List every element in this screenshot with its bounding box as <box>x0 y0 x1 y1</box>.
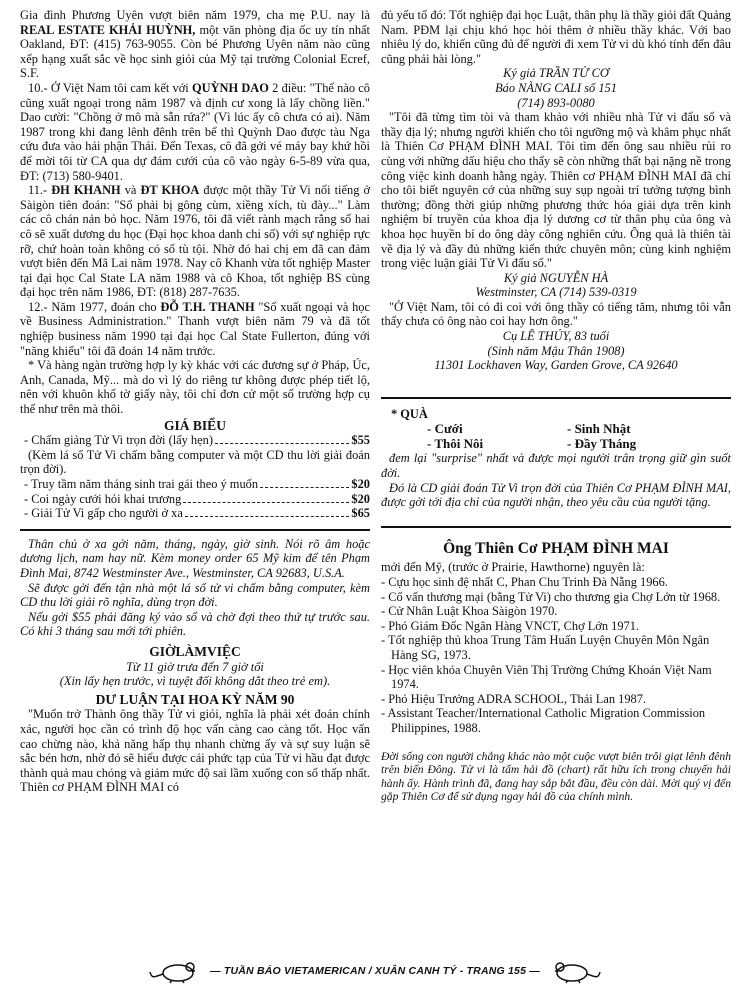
divider <box>20 529 370 531</box>
gift-occasions <box>427 421 731 451</box>
paragraph-11: 11.- ĐH KHANH và ĐT KHOA được một thầy Tử Vi nổi tiếng ở Sàigòn tiên đoán: "Số phải bị gông cùm, xiềng xích, tù đày..." Làm các cô chán nản bỏ học. Năm 1976, tôi đã viết rành mạch rằng số hai cô sẽ xuất dương du học (Đại học khoa danh chi số) với sự nghiệp rực rỡ, chứ hoàn toàn không có số tù tội. Nhờ đó hai chị em đã can đảm vượt biên đến Mã Lai năm 1978. Nay cô Khanh vừa tốt nghiệp Master tại đại học Cal State LA năm 1988 và cô Khoa, tốt nghiệp BS cùng đại học trên năm 1986, ĐT: (818) 287-7635. <box>20 183 370 300</box>
divider <box>381 526 731 528</box>
paragraph-note: * Và hàng ngàn trường hợp ly kỳ khác với các đương sự ở Pháp, Úc, Anh, Canada, Mỹ... mà do vì lý do riêng tư không được phép tiết lộ, nên với khuôn khổ tờ giấy này, tôi chỉ đơn cử một số trường hợp cụ thể như trên mà thôi. <box>20 358 370 417</box>
page-footer <box>0 956 750 986</box>
left-column <box>20 8 370 795</box>
gift-item: - Sinh Nhật <box>567 421 631 437</box>
signature-line: Ký giả TRẦN TỬ CƠ <box>503 66 609 81</box>
bio-item: - Phó Giám Đốc Ngân Hàng VNCT, Chợ Lớn 1971. <box>381 618 640 633</box>
price-row: - Coi ngày cưới hỏi khai trương $20 <box>24 491 370 506</box>
price-row: - Giải Tử Vi gấp cho người ở xa $65 <box>24 506 370 521</box>
gift-item: - Cưới <box>427 421 463 437</box>
paragraph-12: 12.- Năm 1977, đoán cho ĐỖ T.H. THANH "Số xuất ngoại và học về Business Administration." Thanh vượt biên năm 79 và đã tốt nghiệp business năm 1990 tại đại học Cal State Fullerton, đúng với "năng khiếu" tôi đã đoán 14 năm trước. <box>20 299 370 358</box>
bio-item: - Tốt nghiệp thủ khoa Trung Tâm Huấn Luyện Chuyên Môn Ngân Hàng SG, 1973. <box>381 633 710 662</box>
hours-title: GIỜLÀMVIỆC <box>149 643 241 659</box>
price-note: (Kèm lá số Tử Vi chấm bằng computer và một CD thu lời giải đoán trọn đời). <box>20 447 370 477</box>
paragraph-phuong-uyen: Gia đình Phương Uyên vượt biên năm 1979, cha mẹ P.U. nay là REAL ESTATE KHẢI HUỲNH, một văn phòng địa ốc uy tín nhất Oakland, ĐT: (415) 763-9055. Còn bé Phương Uyên năm nào cũng xếp hạng xuất sắc về học sinh giỏi của Mỹ tại trường Colonial Ecref, S.F. <box>20 8 370 81</box>
price-row: - Chấm giảng Tử Vi trọn đời (lấy hẹn) $55 <box>24 433 370 448</box>
closing-text: Đời sống con người chẳng khác nào một cuộc vượt biên trôi giạt lênh đênh trên biển Đông. Tử vi là tấm hải đồ (chart) rất hữu ích trong chuyến hải hành ấy. Hành trình đã, đang hay sắp bắt đầu, đều còn dài. Mời quý vị đến gặp Thiên Cơ để sử dụng ngay hải đồ của chính mình. <box>381 749 731 804</box>
bio-title: Ông Thiên Cơ PHẠM ĐÌNH MAI <box>443 539 669 557</box>
rat-icon <box>148 958 202 984</box>
gift-text-2: Đó là CD giải đoán Tử Vi trọn đời của Thiên Cơ PHẠM ĐÌNH MAI, được gởi tới địa chỉ của người nhận, theo yêu cầu của người tặng. <box>381 480 731 510</box>
bio-item: - Phó Hiệu Trưởng ADRA SCHOOL, Thái Lan 1987. <box>381 691 646 706</box>
rat-icon <box>548 958 602 984</box>
paragraph-10: 10.- Ở Việt Nam tôi cam kết với QUỲNH DAO 2 điều: "Thế nào cô cũng xuất ngoại trong năm 1987 và định cư xong là lấy chồng liền." Dao cười: "Chồng ở mô mà sẵn rứa?" (Vì lúc ấy cô chưa có ai). Năm 1987 trong khi đang lênh đênh trên bể thì Quỳnh Dao được tàu Nga cứu đưa vào hải phận Thái. Đến Texas, cô đã gởi vé máy bay khứ hồi để mời tôi từ CA qua dự đám cưới của cô vào ngày 6-5-89 vừa qua, ĐT: (713) 580-9401. <box>20 80 370 183</box>
instructions-delivery: Sẽ được gởi đến tận nhà một lá số tử vi chấm bằng computer, kèm CD thu lời giải rõ nghĩa, dùng trọn đời. <box>20 580 370 610</box>
gift-title: * QUÀ <box>391 406 428 421</box>
bio-item: - Học viên khóa Chuyên Viên Thị Trường Chứng Khoán Việt Nam 1974. <box>381 662 712 692</box>
hours-time: Từ 11 giờ trưa đến 7 giờ tối <box>126 659 264 674</box>
footer-text: — TUẦN BÁO VIETAMERICAN / XUÂN CANH TÝ - TRANG 155 — <box>210 965 540 977</box>
bio-list <box>381 575 731 736</box>
signature-line: Cụ LÊ THÚY, 83 tuổi <box>502 329 610 344</box>
gift-item: - Thôi Nôi <box>427 436 484 452</box>
signature-line: Ký giả NGUYỄN HÀ <box>503 270 609 285</box>
right-column <box>381 8 731 804</box>
signature-line: Westminster, CA (714) 539-0319 <box>475 285 637 300</box>
signature-line: (Sinh năm Mậu Thân 1908) <box>487 343 625 358</box>
price-row: - Truy tầm năm tháng sinh trai gái theo ý muốn $20 <box>24 477 370 491</box>
signature-line: (714) 893-0080 <box>517 95 595 110</box>
signature-line: Báo NÀNG CALI số 151 <box>495 80 617 95</box>
testimonial-1: đủ yếu tố đó: Tốt nghiệp đại học Luật, thân phụ là thầy giỏi đất Quảng Nam. PĐM lại chịu khó học hỏi thêm ở nhiều thầy khác. Với bao nhiêu lý do, khiến cũng đủ để người đi xem Tử vi dù khó tính đến đâu cũng phải hài lòng." <box>381 8 731 66</box>
instructions-queue: Nếu gởi $55 phải đăng ký vào sổ và chờ đợi theo thứ tự trước sau. Có khi 3 tháng sau mới tới phiên. <box>20 609 370 639</box>
bio-item: - Cựu học sinh đệ nhất C, Phan Chu Trinh Đà Nẵng 1966. <box>381 575 668 589</box>
divider <box>381 397 731 399</box>
bio-item: - Cử Nhân Luật Khoa Sàigòn 1970. <box>381 604 558 619</box>
bio-item: - Cố vấn thương mại (bằng Tử Vi) cho thương gia Chợ Lớn từ 1968. <box>381 589 721 604</box>
gift-item: - Đầy Tháng <box>567 436 637 452</box>
testimonial-3: "Ở Việt Nam, tôi có đi coi với ông thầy có tiếng tăm, nhưng tôi vẫn thấy chưa có ông nào coi hay hơn ông." <box>381 299 731 329</box>
gift-text-1: đem lại "surprise" nhất và được mọi người trân trọng giữ gìn suốt đời. <box>381 451 731 481</box>
hours-note: (Xin lấy hẹn trước, vì tuyệt đối không dắt theo trẻ em). <box>59 674 331 689</box>
signature-line: 11301 Lockhaven Way, Garden Grove, CA 92640 <box>434 358 678 373</box>
testimonial-2: "Tôi đã từng tìm tòi và tham khảo với nhiều nhà Tử vi đẩu số và thầy địa lý; nhưng người khiến cho tôi ngưỡng mộ và khâm phục nhất là Thiên Cơ PHẠM ĐÌNH MAI. Tôi tìm đến ông sau nhiều rủi ro cùng với những dấu hiệu cho thấy sẽ còn những thất bại nặng nề trong công việc kinh doanh hằng ngày. Thiên cơ PHẠM ĐÌNH MAI đã chỉ cho tôi biết nguyên cớ của những suy sụp ngoài trí tưởng tượng bình thường; đồng thời giúp những phương thức hóa giải dựa trên kinh nghiệm bí truyền của khoa địa lý dương cơ từ thân phụ của ông và khoa học huyền bí do ông dày công nghiên cứu. Ông quả là thiên tài về địa lý và đầy đủ những kiến thức chuyên môn; cùng kinh nghiệm trong việc luận giải Tử Vi đẩu số." <box>381 110 731 271</box>
price-list-title: GIÁ BIỂU <box>164 417 226 433</box>
bio-item: - Assistant Teacher/International Catholic Migration Commission Philippines, 1988. <box>381 706 706 735</box>
opinion-text: "Muốn trở Thành ông thầy Tử vi giỏi, nghĩa là phải xét đoán chính xác, người học cần có trình độ học vấn càng cao càng tốt. Học vấn cao chừng nào, khả năng hấp thụ nhanh chừng ấy và sự suy luận sẽ sắc bén hơn, nhờ đó sẽ hiểu được cái phức tạp của Tử vi hầu đạt được thành quả mau chóng và giảm mức độ sai lầm xuống con số thấp nhất. Thiên cơ PHẠM ĐÌNH MAI có <box>20 707 370 795</box>
instructions-mail: Thân chủ ở xa gởi năm, tháng, ngày, giờ sinh. Nói rõ âm hoặc dương lịch, nam hay nữ. Kèm money order 65 Mỹ kim để tên Phạm Đình Mai, 8742 Westminster Ave., Westminster, CA 92683, U.S.A. <box>20 536 370 580</box>
bio-intro: mới đến Mỹ, (trước ở Prairie, Hawthorne) nguyên là: <box>381 560 645 575</box>
opinion-title: DƯ LUẬN TẠI HOA KỲ NĂM 90 <box>95 691 295 707</box>
